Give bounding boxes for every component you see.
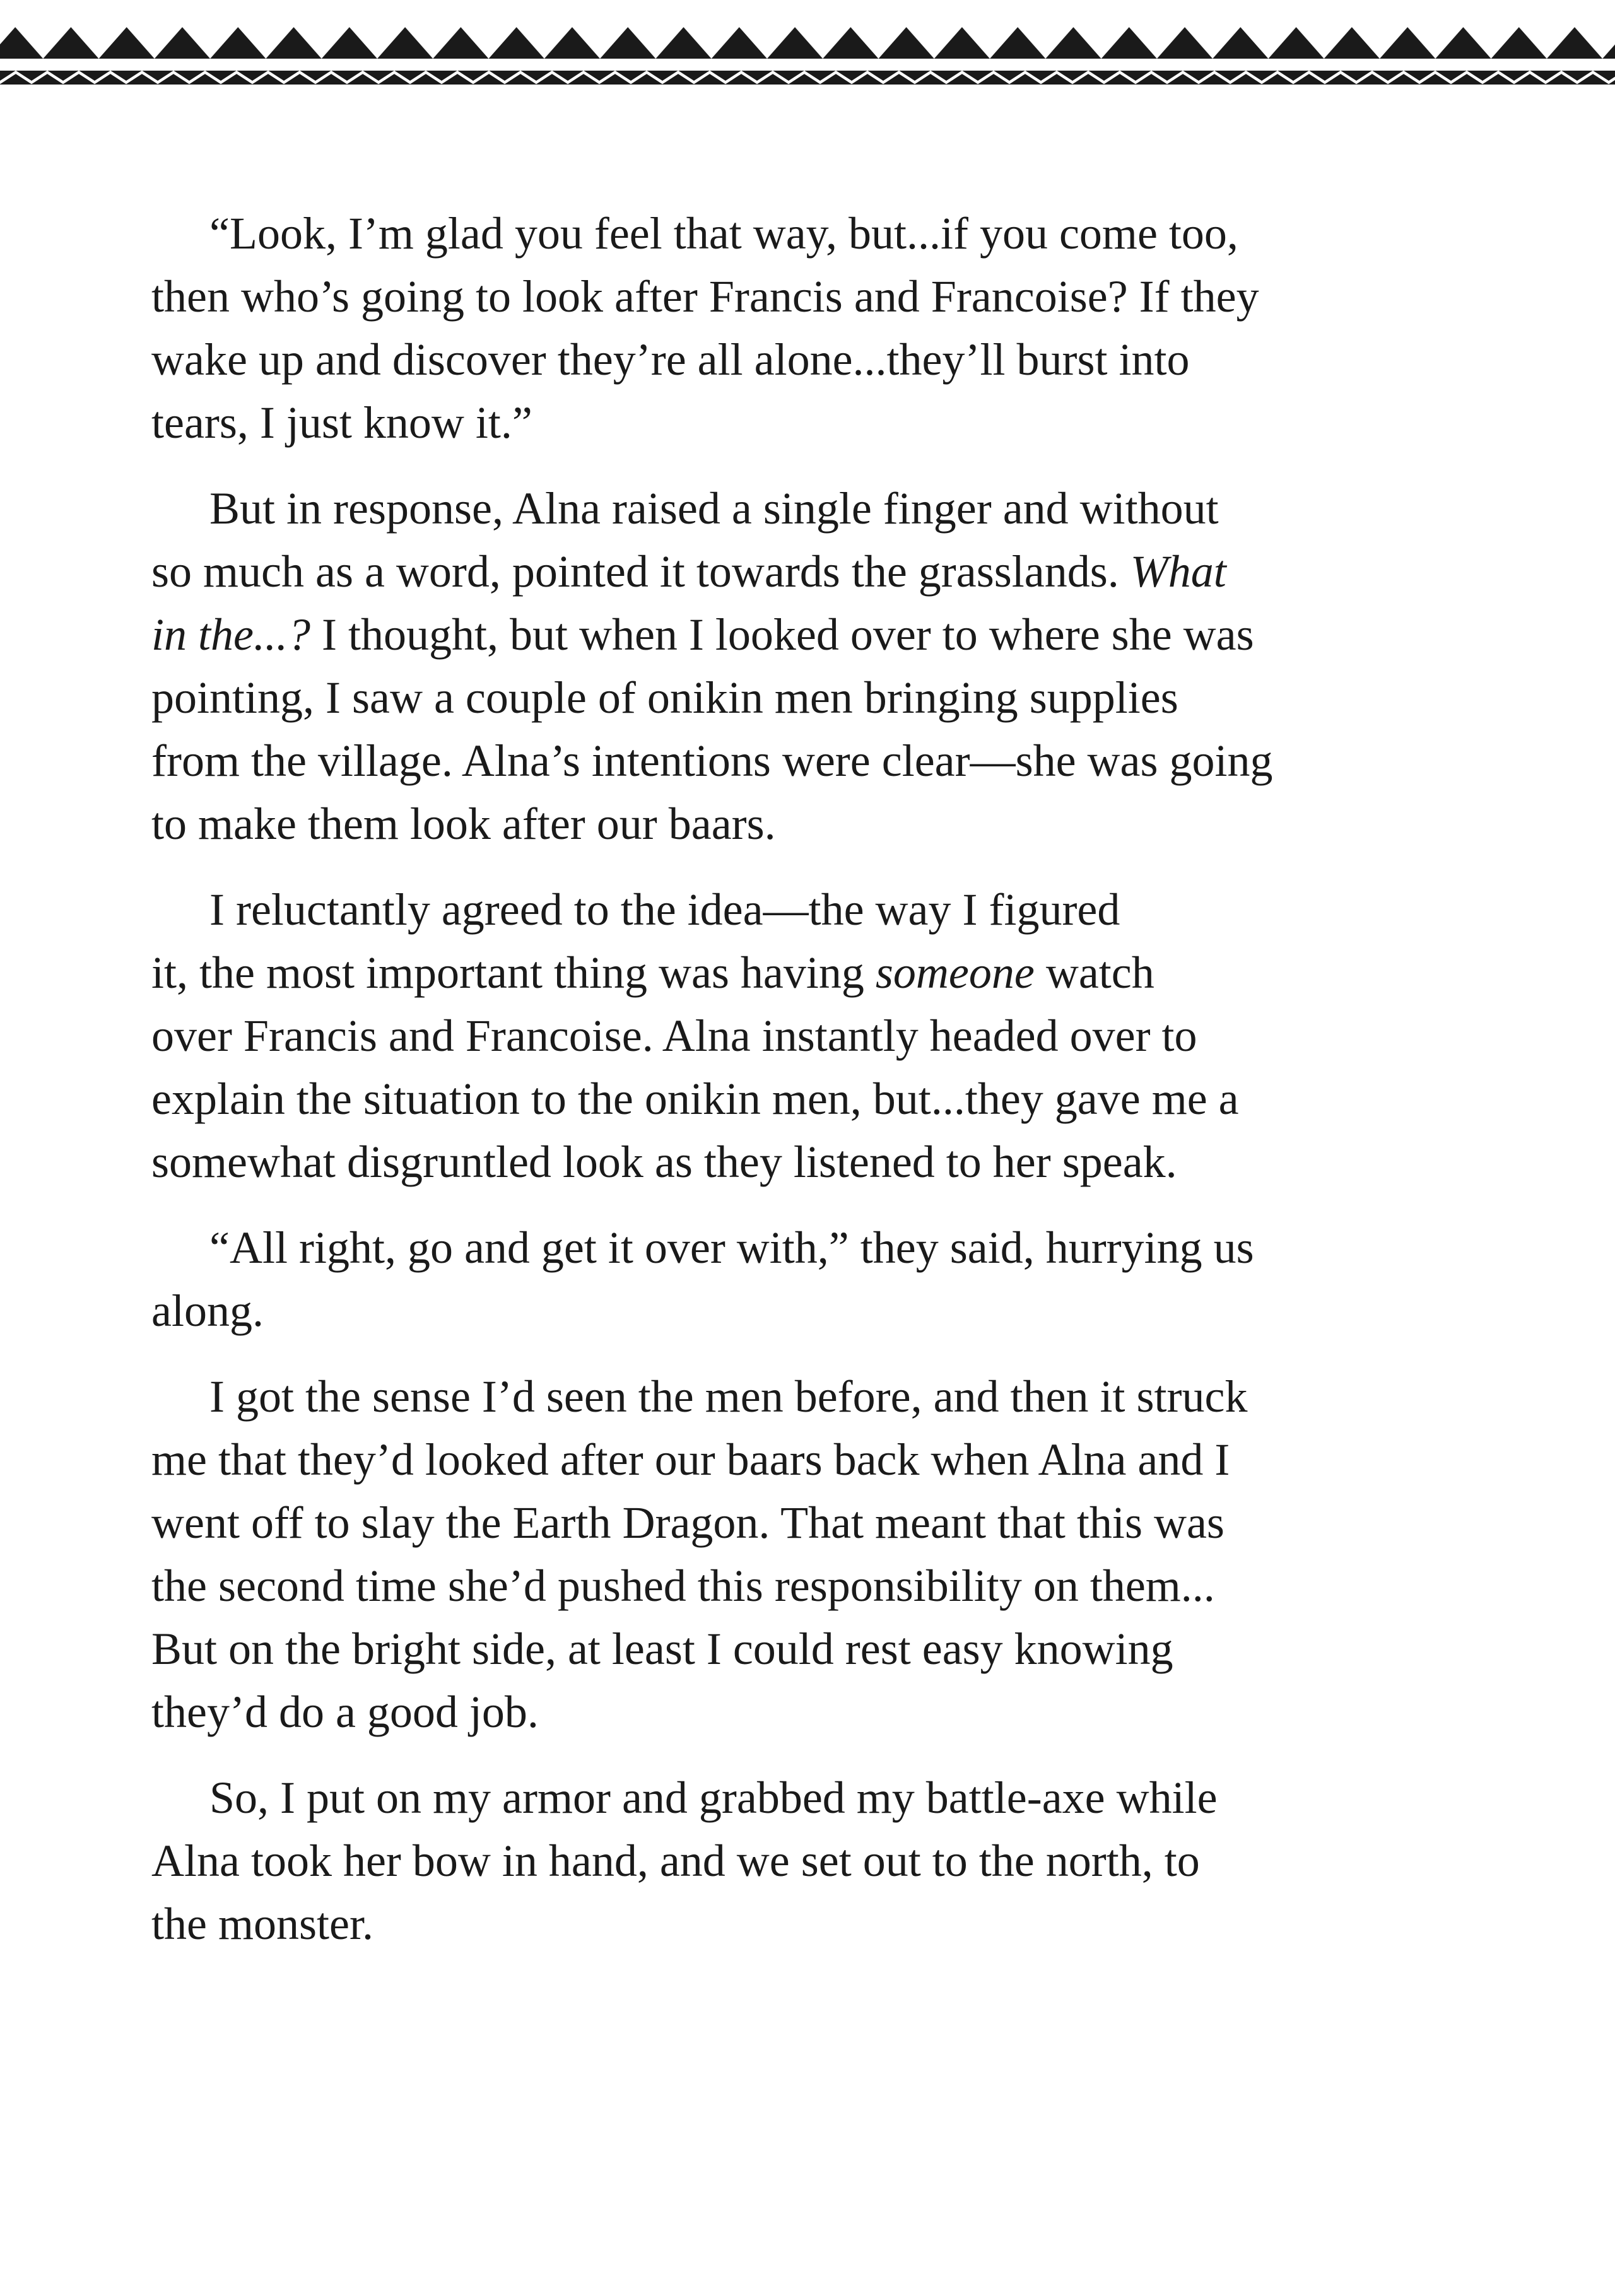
paragraph — [151, 878, 1467, 1193]
text-run: over Francis and Francoise. Alna instantly headed over to — [151, 1010, 1197, 1061]
text-line — [151, 1554, 1467, 1617]
paragraph — [151, 1365, 1467, 1743]
text-run: the second time she’d pushed this responsibility on them... — [151, 1561, 1215, 1611]
paragraph — [151, 477, 1467, 855]
italic-text-run: What — [1130, 546, 1226, 597]
text-run: the monster. — [151, 1899, 373, 1949]
text-run: watch — [1034, 947, 1154, 998]
text-run: somewhat disgruntled look as they listened to her speak. — [151, 1137, 1177, 1187]
paragraph — [151, 1766, 1467, 1955]
text-line — [151, 878, 1467, 941]
text-line — [151, 1892, 1467, 1955]
text-line — [151, 265, 1467, 328]
text-run: to make them look after our baars. — [151, 799, 776, 849]
text-run: wake up and discover they’re all alone...they’ll burst into — [151, 334, 1190, 385]
text-line — [151, 666, 1467, 729]
text-line — [151, 477, 1467, 540]
text-line — [151, 1680, 1467, 1743]
text-line — [151, 1491, 1467, 1554]
text-run: they’d do a good job. — [151, 1687, 539, 1737]
text-run: I got the sense I’d seen the men before, and then it struck — [209, 1371, 1248, 1422]
bottom-zigzag-band — [0, 2211, 1615, 2225]
text-line — [151, 202, 1467, 265]
text-run: then who’s going to look after Francis and Francoise? If they — [151, 271, 1259, 322]
top-zigzag-band — [0, 71, 1615, 85]
text-line — [151, 328, 1467, 391]
text-run: But in response, Alna raised a single finger and without — [209, 483, 1219, 534]
text-run: explain the situation to the onikin men, but...they gave me a — [151, 1074, 1239, 1124]
text-run: went off to slay the Earth Dragon. That meant that this was — [151, 1497, 1224, 1548]
text-line — [151, 1428, 1467, 1491]
text-line — [151, 391, 1467, 454]
text-line — [151, 1067, 1467, 1130]
text-run: me that they’d looked after our baars back when Alna and I — [151, 1434, 1230, 1485]
text-run: But on the bright side, at least I could rest easy knowing — [151, 1624, 1173, 1674]
page-text — [151, 202, 1467, 1978]
paragraph — [151, 1216, 1467, 1342]
text-line — [151, 1130, 1467, 1193]
text-run: So, I put on my armor and grabbed my battle-axe while — [209, 1772, 1218, 1823]
text-line — [151, 1766, 1467, 1829]
italic-text-run: someone — [875, 947, 1035, 998]
text-line — [151, 540, 1467, 603]
text-run: “Look, I’m glad you feel that way, but...if you come too, — [209, 208, 1238, 259]
text-run: along. — [151, 1286, 264, 1336]
text-line — [151, 792, 1467, 855]
text-run: from the village. Alna’s intentions were clear—she was going — [151, 735, 1273, 786]
text-line — [151, 1216, 1467, 1279]
text-line — [151, 1365, 1467, 1428]
text-run: I reluctantly agreed to the idea—the way I figured — [209, 884, 1120, 935]
paragraph — [151, 202, 1467, 454]
bottom-border-ornament — [0, 2208, 1615, 2296]
text-run: it, the most important thing was having — [151, 947, 876, 998]
text-line — [151, 1004, 1467, 1067]
text-line — [151, 1829, 1467, 1892]
text-run: pointing, I saw a couple of onikin men bringing supplies — [151, 672, 1178, 723]
text-run: tears, I just know it.” — [151, 397, 532, 448]
top-triangle-row — [0, 27, 1615, 59]
top-border-ornament — [0, 0, 1615, 88]
text-line — [151, 729, 1467, 792]
italic-text-run: in the...? — [151, 609, 310, 660]
text-run: “All right, go and get it over with,” they said, hurrying us — [209, 1222, 1254, 1273]
bottom-triangle-row — [0, 2239, 1615, 2270]
text-line — [151, 1279, 1467, 1342]
text-run: Alna took her bow in hand, and we set out to the north, to — [151, 1836, 1200, 1886]
text-run: so much as a word, pointed it towards the grasslands. — [151, 546, 1130, 597]
text-line — [151, 941, 1467, 1004]
text-line — [151, 1617, 1467, 1680]
text-line — [151, 603, 1467, 666]
text-run: I thought, but when I looked over to where she was — [310, 609, 1254, 660]
